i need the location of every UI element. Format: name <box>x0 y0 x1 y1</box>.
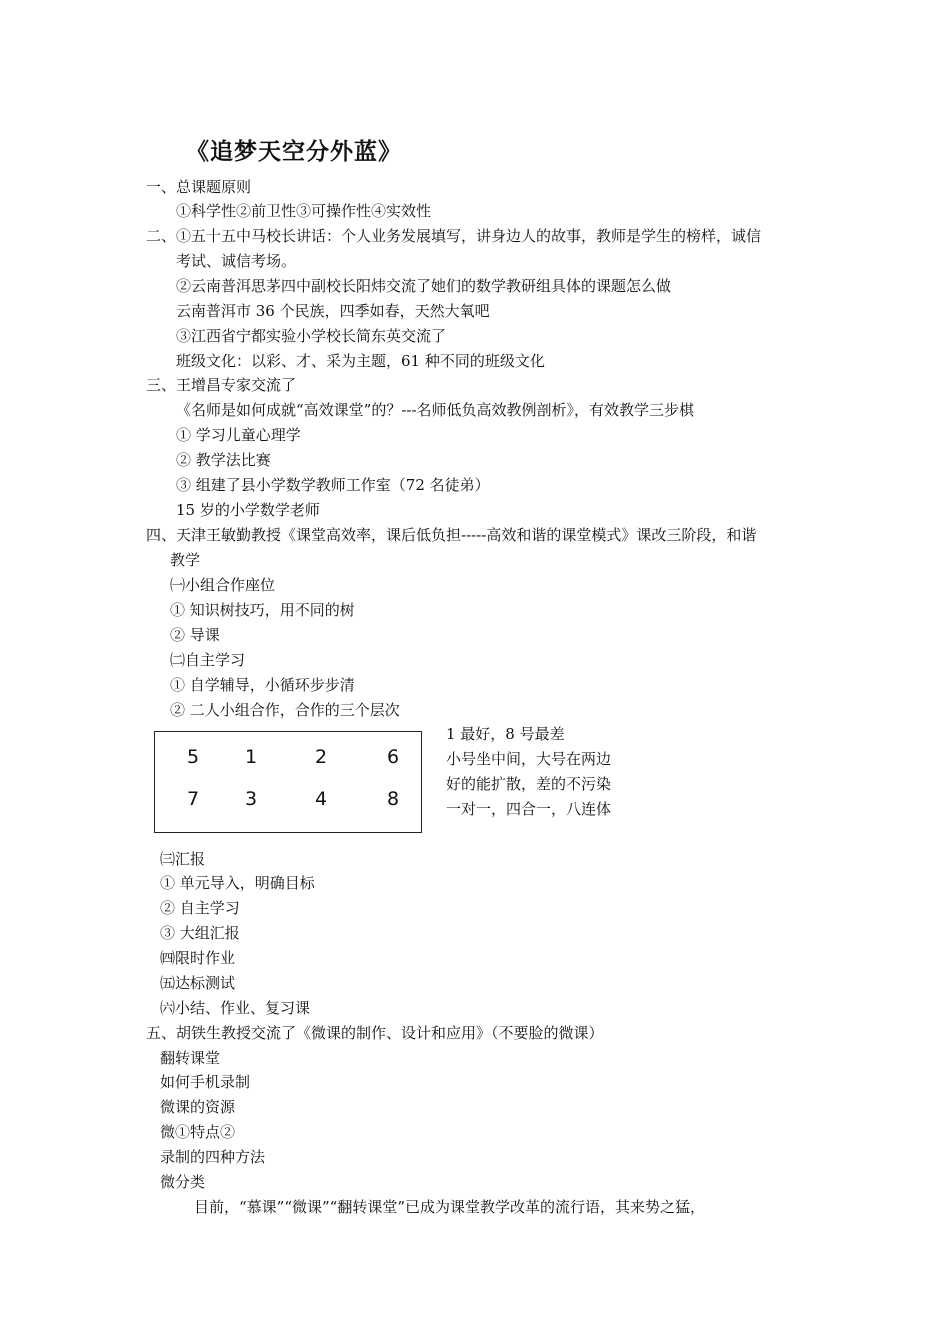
text-line: ① 知识树技巧，用不同的树 <box>170 601 355 619</box>
seat-number: 6 <box>386 746 400 768</box>
text-line: 1 最好，8 号最差 <box>446 725 565 743</box>
text-line: 二、①五十五中马校长讲话：个人业务发展填写，讲身边人的故事，教师是学生的榜样，诚信 <box>146 227 762 245</box>
seat-number: 5 <box>186 746 200 768</box>
text-line: 如何手机录制 <box>160 1073 251 1091</box>
text-line: 一对一，四合一，八连体 <box>446 800 612 818</box>
seat-number: 8 <box>386 788 400 810</box>
text-line: 微课的资源 <box>160 1098 236 1116</box>
text-line: 小号坐中间，大号在两边 <box>446 750 612 768</box>
text-line: 三、王增昌专家交流了 <box>146 376 297 394</box>
seating-chart <box>154 731 422 833</box>
text-line: 一、总课题原则 <box>146 178 252 196</box>
text-line: 录制的四种方法 <box>160 1148 266 1166</box>
text-line: 云南普洱市 36 个民族，四季如春，天然大氧吧 <box>176 302 490 320</box>
seat-number: 3 <box>244 788 258 810</box>
text-line: ㈢汇报 <box>160 850 206 868</box>
text-line: 微分类 <box>160 1173 206 1191</box>
text-line: 目前，“慕课”“微课”“翻转课堂”已成为课堂教学改革的流行语，其来势之猛， <box>194 1198 706 1216</box>
text-line: 15 岁的小学数学老师 <box>176 501 320 519</box>
text-line: 翻转课堂 <box>160 1049 221 1067</box>
text-line: ① 自学辅导，小循环步步清 <box>170 676 355 694</box>
text-line: ② 导课 <box>170 626 220 644</box>
text-line: ③ 大组汇报 <box>160 924 240 942</box>
text-line: ① 学习儿童心理学 <box>176 426 301 444</box>
text-line: ③江西省宁都实验小学校长简东英交流了 <box>176 327 447 345</box>
seat-number: 7 <box>186 788 200 810</box>
text-line: ㈡自主学习 <box>170 651 246 669</box>
text-line: 教学 <box>170 551 201 569</box>
text-line: ① 单元导入，明确目标 <box>160 874 315 892</box>
text-line: 《名师是如何成就“高效课堂”的？---名师低负高效教例剖析》，有效教学三步棋 <box>176 401 695 419</box>
text-line: ②云南普洱思茅四中副校长阳炜交流了她们的数学教研组具体的课题怎么做 <box>176 277 672 295</box>
seat-number: 4 <box>314 788 328 810</box>
text-line: ①科学性②前卫性③可操作性④实效性 <box>176 202 432 220</box>
document-title: 《追梦天空分外蓝》 <box>186 138 402 165</box>
text-line: 五、胡铁生教授交流了《微课的制作、设计和应用》（不要脸的微课） <box>146 1024 604 1042</box>
text-line: 考试、诚信考场。 <box>176 252 297 270</box>
seat-number: 2 <box>314 746 328 768</box>
text-line: ② 二人小组合作，合作的三个层次 <box>170 701 400 719</box>
text-line: ② 教学法比赛 <box>176 451 271 469</box>
text-line: 微①特点② <box>160 1123 236 1141</box>
text-line: 班级文化：以彩、才、采为主题，61 种不同的班级文化 <box>176 352 545 370</box>
text-line: ㈥小结、作业、复习课 <box>160 999 311 1017</box>
text-line: 好的能扩散，差的不污染 <box>446 775 612 793</box>
text-line: ㈠小组合作座位 <box>170 576 276 594</box>
text-line: 四、天津王敏勤教授《课堂高效率，课后低负担-----高效和谐的课堂模式》课改三阶段，和谐 <box>146 526 757 544</box>
text-line: ③ 组建了县小学数学教师工作室（72 名徒弟） <box>176 476 490 494</box>
seat-number: 1 <box>244 746 258 768</box>
text-line: ㈣限时作业 <box>160 949 236 967</box>
text-line: ㈤达标测试 <box>160 974 236 992</box>
text-line: ② 自主学习 <box>160 899 240 917</box>
